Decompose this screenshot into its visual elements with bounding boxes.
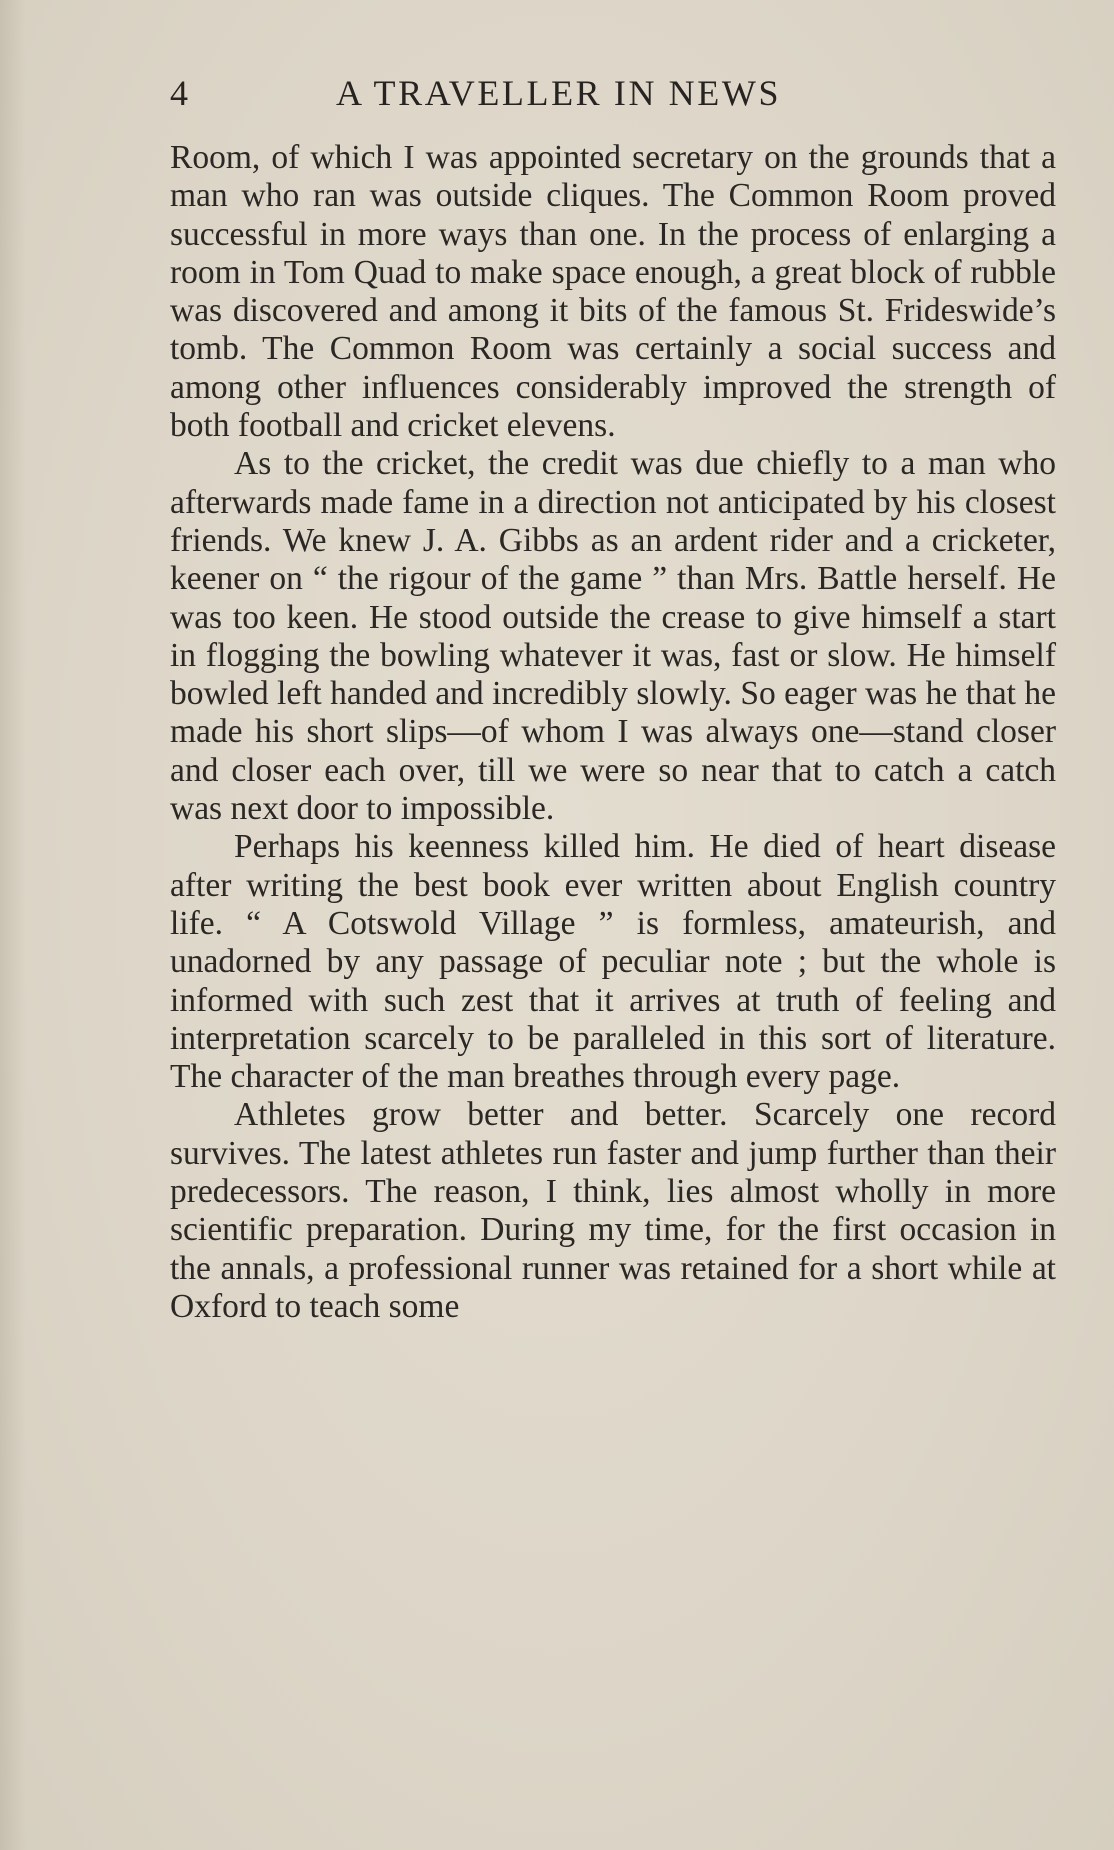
paragraph-cricket: As to the cricket, the credit was due chiefly to a man who afterwards made fame in a direction not anticipated by his closest friends. We knew J. A. Gibbs as an ardent rider and a cricketer, keener on “ the rigour of the game ” than Mrs. Battle herself. He was too keen. He stood outside the crease to give himself a start in flogging the bowling whatever it was, fast or slow. He himself bowled left handed and incredibly slowly. So eager was he that he made his short slips—of whom I was always one—stand closer and closer each over, till we were so near that to catch a catch was next door to impossible. <box>170 445 1056 828</box>
page-header <box>170 68 1056 118</box>
body-text <box>170 139 1056 1326</box>
paragraph-athletes: Athletes grow better and better. Scarcely one record survives. The latest athletes run faster and jump further than their predecessors. The reason, I think, lies almost wholly in more scientific preparation. During my time, for the first occasion in the annals, a professional runner was retained for a short while at Oxford to teach some <box>170 1096 1056 1325</box>
paragraph-continued: Room, of which I was appointed secretary on the grounds that a man who ran was outside cliques. The Common Room proved successful in more ways than one. In the process of enlarging a room in Tom Quad to make space enough, a great block of rubble was discovered and among it bits of the famous St. Frideswide’s tomb. The Common Room was certainly a social success and among other influences considerably improved the strength of both football and cricket elevens. <box>170 139 1056 445</box>
paragraph-keenness: Perhaps his keenness killed him. He died of heart disease after writing the best book ever written about English country life. “ A Cotswold Village ” is formless, amateurish, and unadorned by any passage of peculiar note ; but the whole is informed with such zest that it arrives at truth of feeling and interpretation scarcely to be paralleled in this sort of literature. The character of the man breathes through every page. <box>170 828 1056 1096</box>
running-title: A TRAVELLER IN NEWS <box>336 73 782 113</box>
page-number: 4 <box>170 73 188 113</box>
